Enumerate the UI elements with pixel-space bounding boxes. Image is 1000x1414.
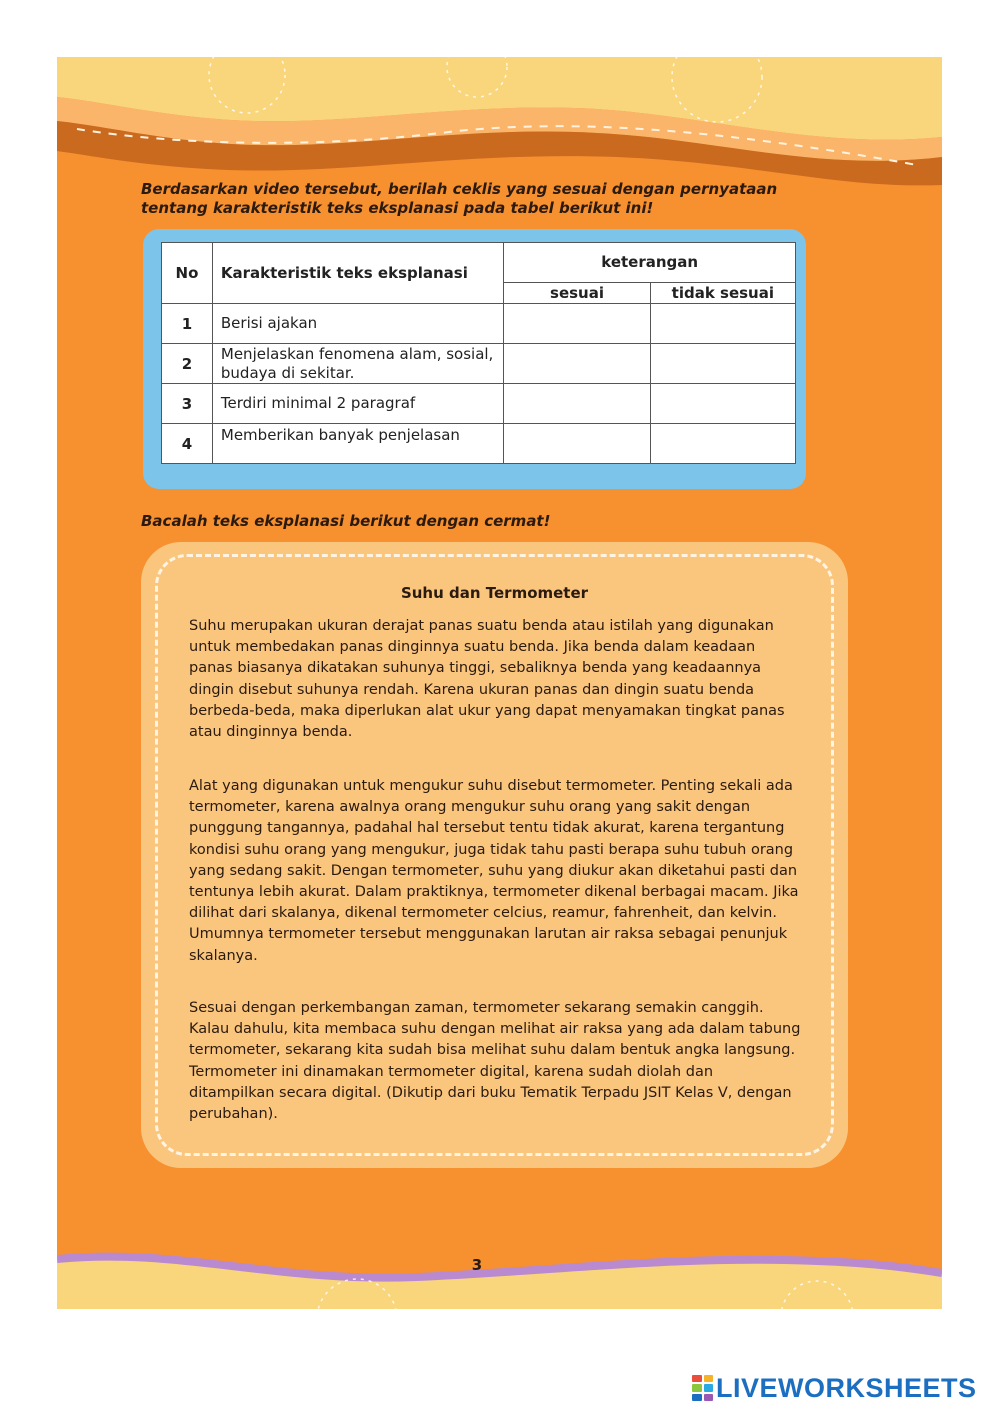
header-match: sesuai: [504, 282, 650, 303]
table-row: [162, 344, 796, 384]
bottom-wave-decoration: [57, 1247, 942, 1309]
row-number: 2: [162, 344, 213, 384]
liveworksheets-logo-icon: [692, 1375, 713, 1401]
reading-paragraph: Suhu merupakan ukuran derajat panas suatu benda atau istilah yang digunakan untuk membedakan panas dinginnya suatu benda. Jika benda dalam keadaan panas biasanya dikatakan suhunya tinggi, sebaliknya benda yang keadaannya dingin disebut suhunya rendah. Karena ukuran panas dan dingin suatu benda berbeda-beda, maka diperlukan alat ukur yang dapat menyamakan tingkat panas atau dinginnya benda.: [189, 618, 785, 741]
reading-paragraph: Alat yang digunakan untuk mengukur suhu disebut termometer. Penting sekali ada termometer, karena awalnya orang mengukur suhu orang yang sakit dengan punggung tangannya, padahal hal tersebut tentu tidak akurat, karena tergantung kondisi suhu orang yang mengukur, juga tidak tahu pasti berapa suhu tubuh orang yang sedang sakit. Dengan termometer, suhu yang diukur akan diketahui pasti dan tentunya lebih akurat. Dalam praktiknya, termometer dikenal berbagai macam. Jika dilihat dari skalanya, dikenal termometer celcius, reamur, fahrenheit, dan kelvin. Umumnya termometer tersebut menggunakan larutan air raksa sebagai penunjuk skalanya.: [189, 778, 799, 964]
table-row: [162, 304, 796, 344]
characteristics-table: [161, 242, 796, 464]
worksheet-page: [57, 57, 942, 1309]
row-characteristic: Terdiri minimal 2 paragraf: [212, 384, 503, 424]
check-cell-no-match[interactable]: [650, 424, 795, 464]
table-frame: [143, 229, 806, 489]
header-no: No: [162, 243, 213, 304]
header-remarks: keterangan: [504, 243, 796, 283]
brand-name: LIVEWORKSHEETS: [716, 1372, 977, 1403]
liveworksheets-brand[interactable]: [692, 1373, 977, 1403]
page-number: 3: [471, 1256, 483, 1274]
check-cell-match[interactable]: [504, 304, 650, 344]
reading-paragraph: Sesuai dengan perkembangan zaman, termometer sekarang semakin canggih. Kalau dahulu, kita membaca suhu dengan melihat air raksa yang ada dalam tabung termometer, sekarang kita sudah bisa melihat suhu dalam bentuk angka langsung. Termometer ini dinamakan termometer digital, karena sudah diolah dan ditampilkan secara digital. (Dikutip dari buku Tematik Terpadu JSIT Kelas V, dengan perubahan).: [189, 1000, 801, 1123]
row-characteristic: Memberikan banyak penjelasan: [212, 424, 503, 464]
table-row: [162, 424, 796, 464]
reading-box: [141, 542, 848, 1168]
reading-title: Suhu dan Termometer: [400, 584, 589, 602]
check-cell-match[interactable]: [504, 384, 650, 424]
check-cell-match[interactable]: [504, 344, 650, 384]
row-number: 4: [162, 424, 213, 464]
check-cell-no-match[interactable]: [650, 304, 795, 344]
checklist-instruction: Berdasarkan video tersebut, berilah ceklis yang sesuai dengan pernyataan tentang karakteristik teks eksplanasi pada tabel berikut ini!: [141, 180, 778, 217]
header-no-match: tidak sesuai: [650, 282, 795, 303]
row-characteristic: Menjelaskan fenomena alam, sosial, budaya di sekitar.: [212, 344, 503, 384]
check-cell-match[interactable]: [504, 424, 650, 464]
row-characteristic: Berisi ajakan: [212, 304, 503, 344]
row-number: 1: [162, 304, 213, 344]
table-row: [162, 384, 796, 424]
check-cell-no-match[interactable]: [650, 384, 795, 424]
header-characteristic: Karakteristik teks eksplanasi: [212, 243, 503, 304]
reading-instruction: Bacalah teks eksplanasi berikut dengan cermat!: [141, 512, 551, 530]
check-cell-no-match[interactable]: [650, 344, 795, 384]
row-number: 3: [162, 384, 213, 424]
